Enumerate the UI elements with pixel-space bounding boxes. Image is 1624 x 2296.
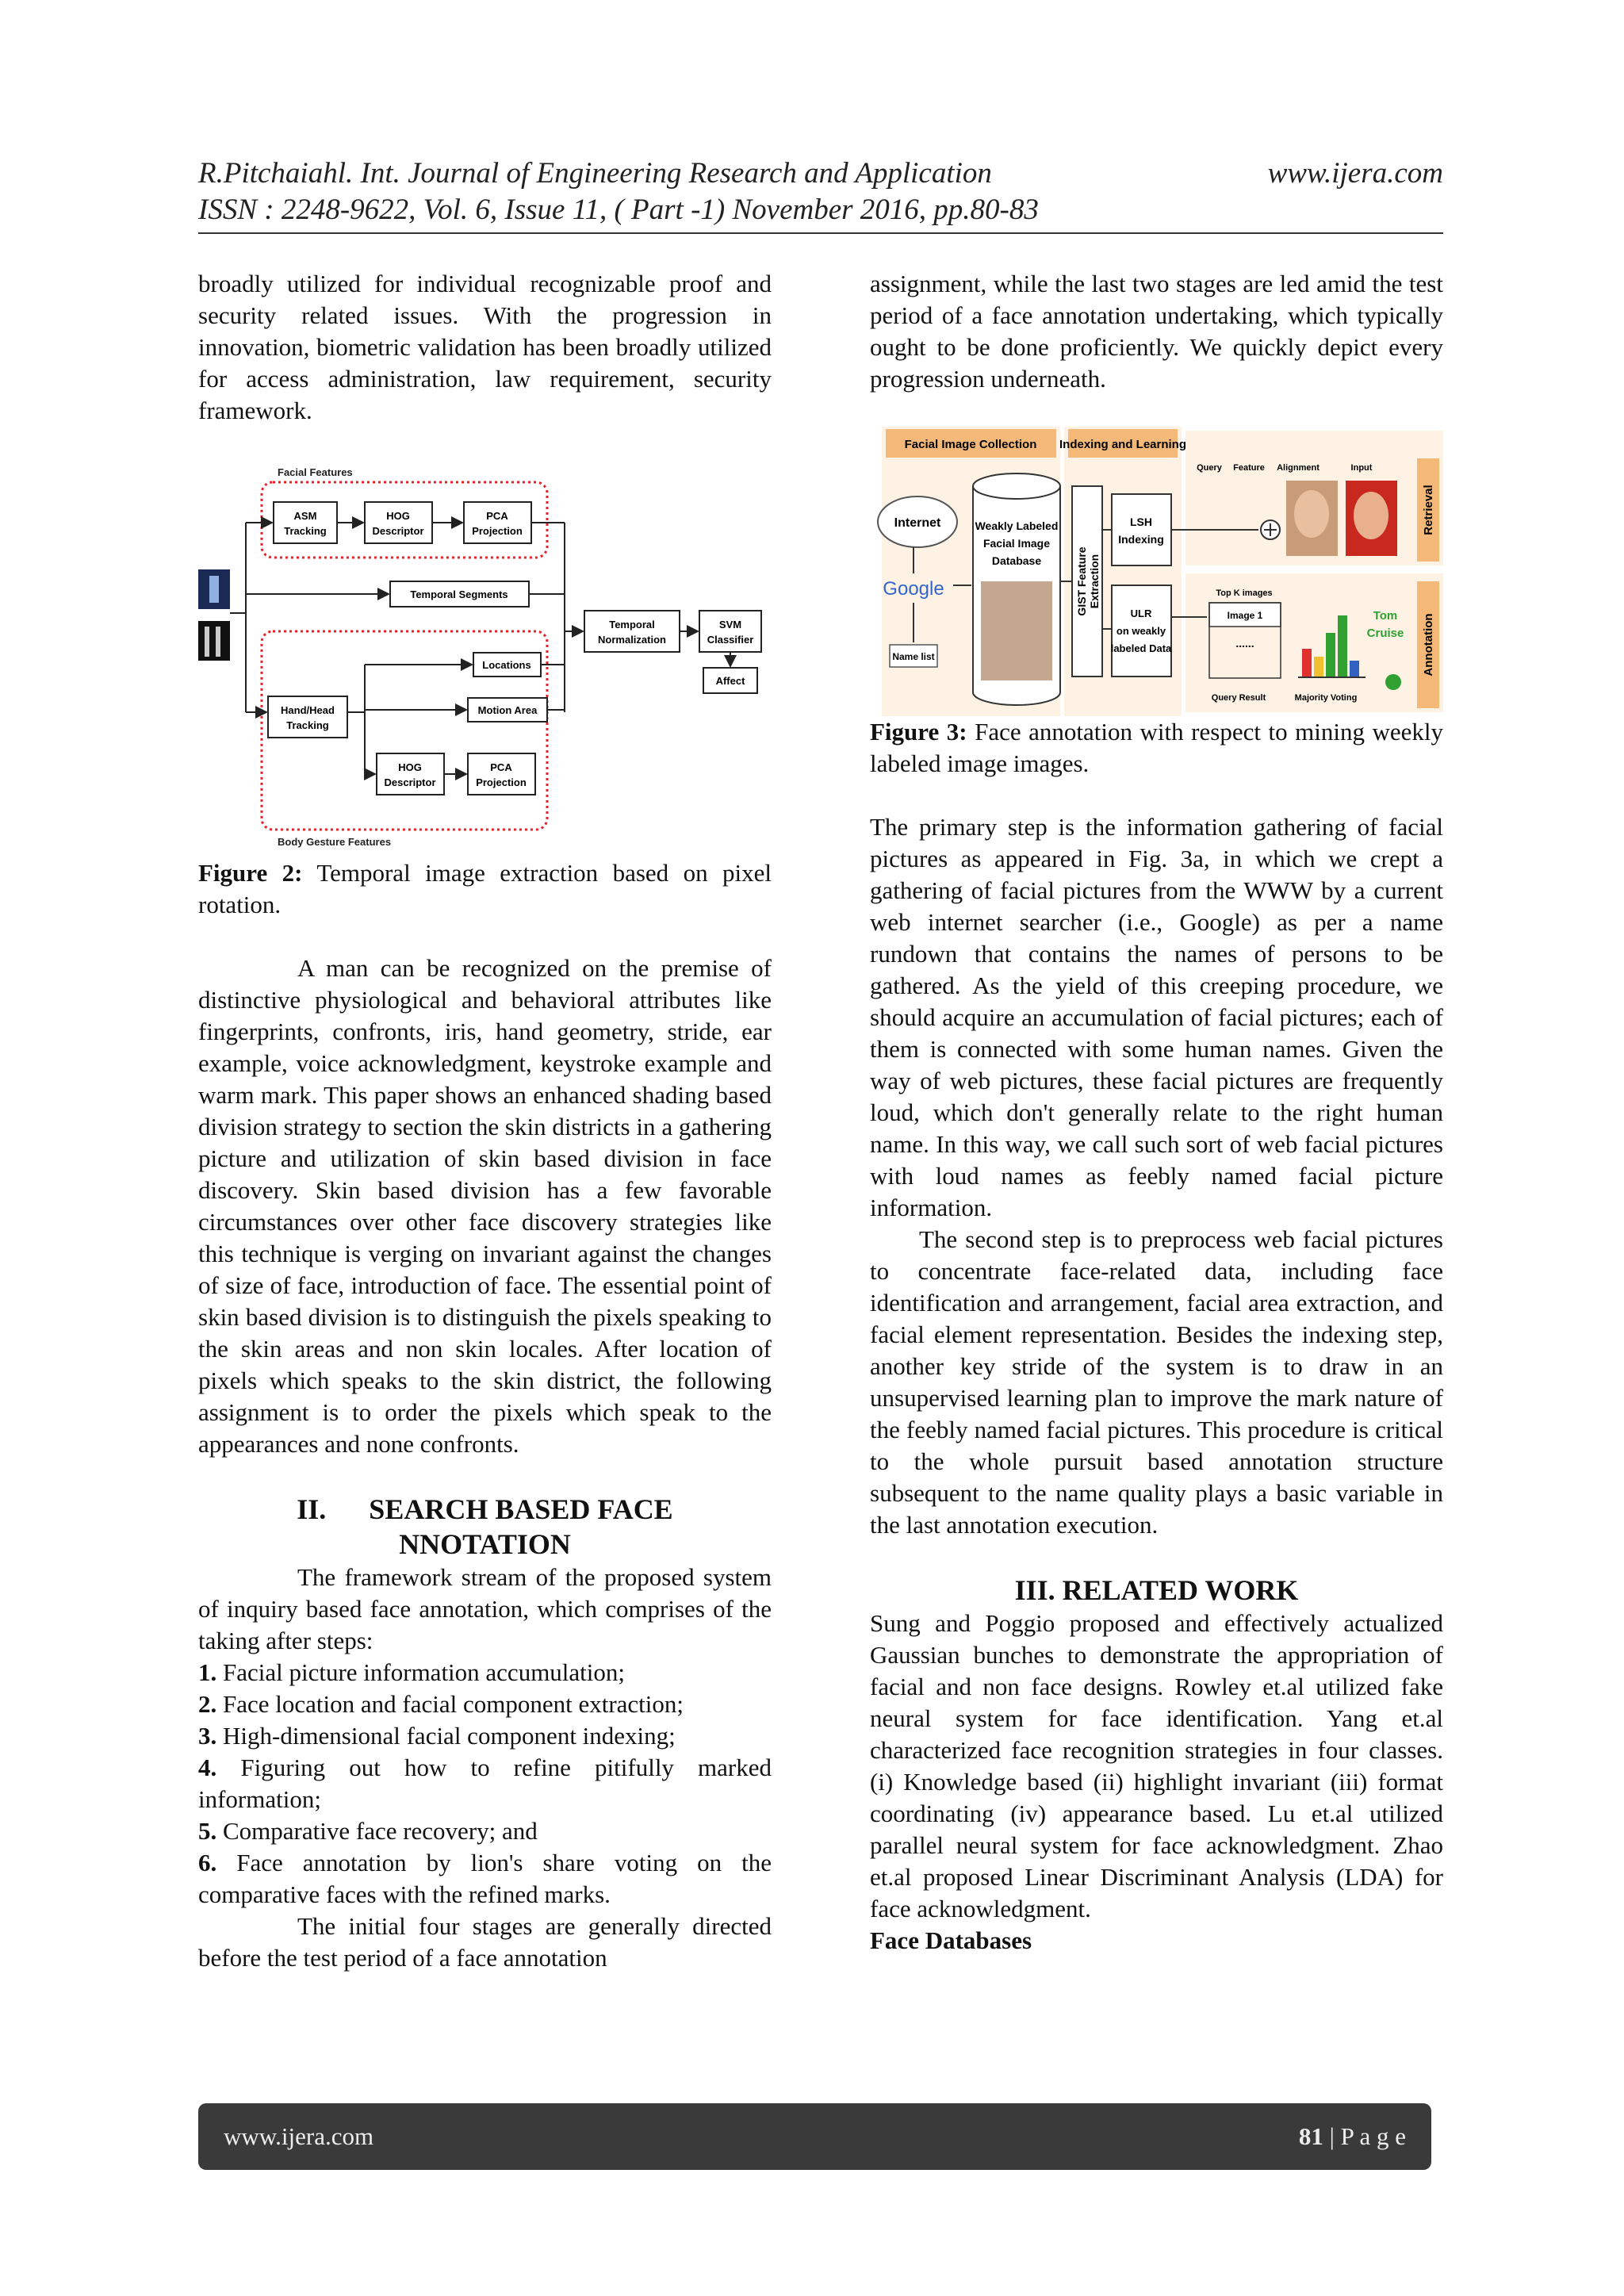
header-rule <box>198 232 1443 234</box>
issn-line: ISSN : 2248-9622, Vol. 6, Issue 11, ( Part -1) November 2016, pp.80-83 <box>198 194 1039 226</box>
cruise-label: Cruise <box>1366 627 1404 640</box>
motion-area-label: Motion Area <box>477 704 538 716</box>
temporal-normalization-label-1: Temporal <box>609 619 655 631</box>
hog-bottom-label-2: Descriptor <box>384 776 436 788</box>
step-text: High-dimensional facial component indexing; <box>216 1722 676 1750</box>
face-databases-heading: Face Databases <box>870 1926 1032 1954</box>
paragraph: The primary step is the information gathering of facial pictures as appeared in Fig. 3a, in which we crept a gathering of facial pictures from the WWW by a current web internet searcher (i.e., Google) as per a name rundown that contains the names of persons to be gathered. As the yield of this creeping procedure, we should acquire an accumulation of facial pictures; each of them is connected with some human names. Given the way of web pictures, these facial pictures are frequently loud, which don't generally relate to the right human name. In this way, we call such sort of web facial pictures with loud names as feebly named facial picture information. <box>870 813 1443 1221</box>
paragraph: The initial four stages are generally directed before the test period of a face annotation <box>198 1912 772 1972</box>
step-number: 4. <box>198 1754 217 1781</box>
paragraph: Sung and Poggio proposed and effectively actualized Gaussian bunches to demonstrate the appropriation of facial and non face designs. Rowley et.al utilized fake neural system for face identification. Yang et.al characterized face recognition strategies in four classes. (i) Knowledge based (ii) highlight invariant (iii) format coordinating (iv) appearance based. Lu et.al utilized parallel neural system for face acknowledgment. Zhao et.al proposed Linear Discriminant Analysis (LDA) for face acknowledgment. <box>870 1609 1443 1922</box>
step-text: Facial picture information accumulation; <box>216 1658 626 1686</box>
page-number <box>1299 2122 1406 2151</box>
body-gesture-label: Body Gesture Features <box>278 836 392 848</box>
step-number: 6. <box>198 1849 217 1876</box>
step-item <box>198 1657 772 1688</box>
annotation-label: Annotation <box>1422 613 1435 677</box>
pca-bottom-label-2: Projection <box>476 776 527 788</box>
gist-label-2: Extraction <box>1088 554 1101 609</box>
gist-label-1: GIST Feature <box>1075 546 1088 616</box>
step-number: 2. <box>198 1690 217 1718</box>
hog-bottom-label-1: HOG <box>398 761 422 773</box>
svm-label-1: SVM <box>718 619 742 631</box>
asm-label-1: ASM <box>293 510 317 522</box>
db-label-3: Database <box>991 554 1042 567</box>
pca-bottom-label-1: PCA <box>490 761 512 773</box>
step-item <box>198 1847 772 1911</box>
section-2-heading <box>198 1492 772 1562</box>
hog-label-2: Descriptor <box>372 525 424 537</box>
hog-label-1: HOG <box>386 510 410 522</box>
dots-label: ...... <box>1235 637 1254 650</box>
figure-2-diagram <box>198 450 772 851</box>
running-header <box>198 155 1443 228</box>
query-label: Query <box>1197 463 1222 473</box>
figure-3-diagram <box>870 427 1443 716</box>
figure-2-caption-text: Temporal image extraction based on pixel rotation. <box>198 859 772 918</box>
ulr-label-2: on weakly <box>1116 625 1166 637</box>
temporal-normalization-label-2: Normalization <box>598 634 666 646</box>
hand-head-label-1: Hand/Head <box>281 704 335 716</box>
paragraph: assignment, while the last two stages are led amid the test period of a face annotation undertaking, which typically ought to be done proficiently. We quickly depict every progression underneath. <box>870 270 1443 393</box>
indexing-label: Indexing and Learning <box>1059 438 1187 451</box>
journal-title: R.Pitchaiahl. Int. Journal of Engineering Research and Application <box>198 157 992 190</box>
right-column <box>870 268 1443 1957</box>
alignment-label: Alignment <box>1277 463 1320 473</box>
section-2-title-line-1: II. SEARCH BASED FACE <box>297 1493 673 1525</box>
paragraph: A man can be recognized on the premise of distinctive physiological and behavioral attributes like fingerprints, confronts, iris, hand geometry, stride, ear example, voice acknowledgment, keystroke example and warm mark. This paper shows an enhanced shading based division strategy to section the skin districts in a gathering picture and utilization of skin based division in face discovery. Skin based division has a few favorable circumstances over other face discovery strategies like this technique is verging on invariant against the changes of size of face, introduction of face. The essential point of skin based division is to distinguish the pixels speaking to the skin areas and non skin locales. After location of pixels which speaks to the skin district, the following assignment is to order the pixels which speak to the appearances and none confronts. <box>198 954 772 1458</box>
retrieval-label: Retrieval <box>1422 485 1435 535</box>
page-footer <box>198 2103 1431 2170</box>
query-result-label: Query Result <box>1211 693 1266 703</box>
step-text: Face location and facial component extraction; <box>216 1690 684 1718</box>
paragraph: The framework stream of the proposed system of inquiry based face annotation, which comprises of the taking after steps: <box>198 1563 772 1654</box>
step-item <box>198 1815 772 1847</box>
feature-label: Feature <box>1233 463 1265 473</box>
majority-voting-label: Majority Voting <box>1294 693 1358 703</box>
journal-url[interactable]: www.ijera.com <box>1267 157 1443 190</box>
asm-label-2: Tracking <box>284 525 327 537</box>
footer-url[interactable]: www.ijera.com <box>224 2122 374 2150</box>
figure-2-caption-label: Figure 2: <box>198 859 303 887</box>
name-list-label: Name list <box>892 651 935 662</box>
internet-label: Internet <box>894 516 941 530</box>
facial-features-label: Facial Features <box>278 466 353 478</box>
tom-label: Tom <box>1373 609 1398 623</box>
figure-2-caption <box>198 857 772 921</box>
paragraph: The second step is to preprocess web facial pictures to concentrate face-related data, including face identification and arrangement, facial area extraction, and facial element representation. Besides the indexing step, another key stride of the system is to draw in an unsupervised learning plan to improve the mark nature of the feebly named facial pictures. This procedure is critical to the whole pursuit based annotation structure subsequent to the name quality plays a basic variable in the last annotation execution. <box>870 1225 1443 1539</box>
figure-3-caption-label: Figure 3: <box>870 718 967 746</box>
pca-label-2: Projection <box>472 525 523 537</box>
step-item <box>198 1720 772 1752</box>
image-1-label: Image 1 <box>1227 610 1263 621</box>
lsh-label-1: LSH <box>1130 516 1152 528</box>
step-text: Face annotation by lion's share voting on the comparative faces with the refined marks. <box>198 1849 772 1908</box>
figure-3-caption-text: Face annotation with respect to mining weekly labeled image images. <box>870 718 1443 777</box>
ulr-label-3: labeled Data <box>1110 642 1172 654</box>
top-k-label: Top K images <box>1216 588 1273 598</box>
locations-label: Locations <box>482 659 531 671</box>
google-logo: Google <box>883 578 944 600</box>
page-number-value: 81 <box>1298 2122 1323 2150</box>
steps-list <box>198 1657 772 1911</box>
ulr-label-1: ULR <box>1130 608 1152 619</box>
temporal-segments-label: Temporal Segments <box>410 588 508 600</box>
step-item <box>198 1752 772 1815</box>
hand-head-label-2: Tracking <box>286 719 329 731</box>
pca-label-1: PCA <box>486 510 508 522</box>
collection-label: Facial Image Collection <box>904 438 1037 451</box>
db-label-2: Facial Image <box>982 537 1051 550</box>
lsh-label-2: Indexing <box>1118 533 1164 546</box>
step-item <box>198 1688 772 1720</box>
section-2-title-line-2: NNOTATION <box>399 1528 571 1560</box>
figure-3-caption <box>870 716 1443 780</box>
step-text: Figuring out how to refine pitifully marked information; <box>198 1754 772 1813</box>
section-3-title: III. RELATED WORK <box>1014 1574 1299 1606</box>
svm-label-2: Classifier <box>707 634 754 646</box>
step-text: Comparative face recovery; and <box>216 1817 538 1845</box>
db-label-1: Weakly Labeled <box>975 519 1059 532</box>
input-label: Input <box>1350 463 1373 473</box>
paragraph: broadly utilized for individual recognizable proof and security related issues. With the progression in innovation, biometric validation has been broadly utilized for access administration, law requirement, security framework. <box>198 270 772 424</box>
affect-label: Affect <box>715 675 745 687</box>
step-number: 1. <box>198 1658 217 1686</box>
left-column <box>198 268 772 1974</box>
step-number: 3. <box>198 1722 217 1750</box>
step-number: 5. <box>198 1817 217 1845</box>
page-number-label: | P a g e <box>1323 2122 1406 2150</box>
